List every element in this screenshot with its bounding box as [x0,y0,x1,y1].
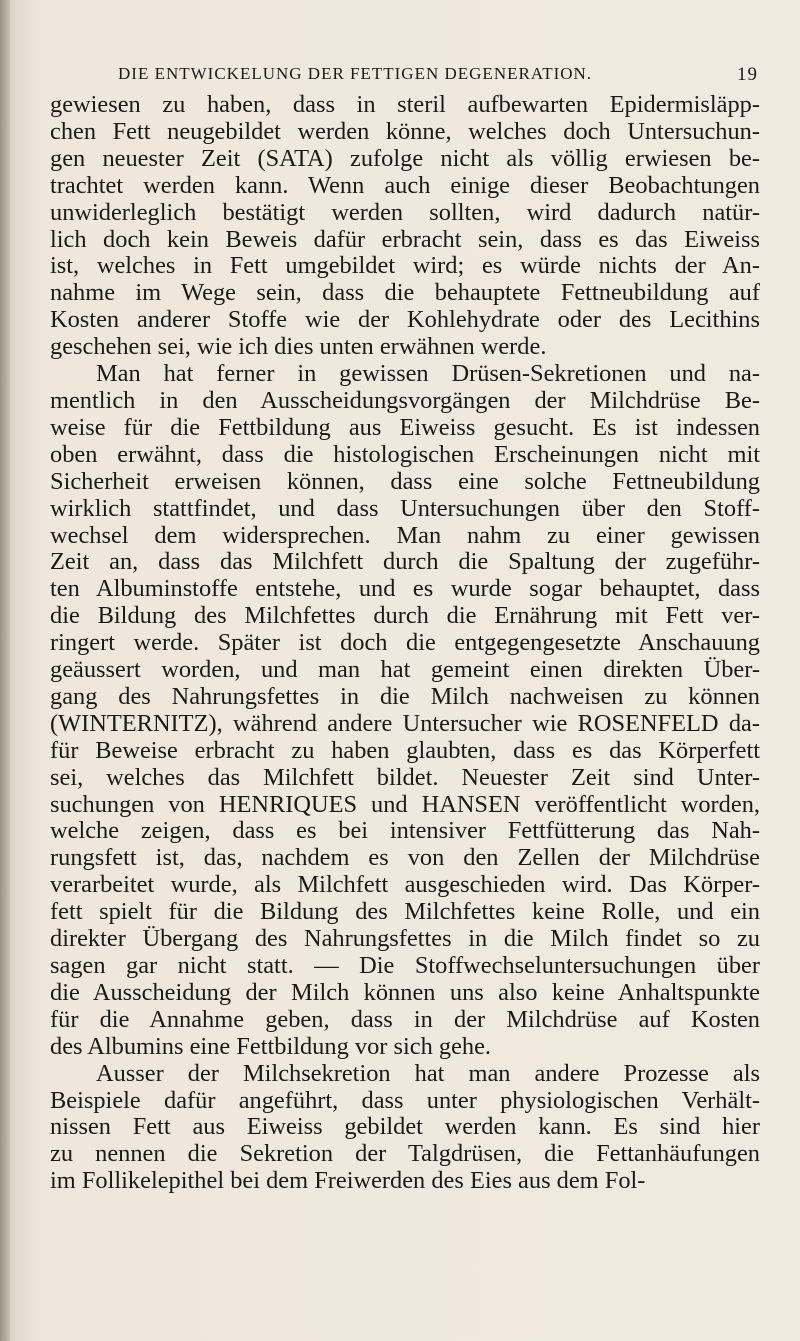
text-line: ringert werde. Später ist doch die entgegengesetzte Anschauung [50,629,760,657]
text-line: zu nennen die Sekretion der Talgdrüsen, die Fettanhäufungen [50,1140,760,1168]
text-line: Ausser der Milchsekretion hat man andere Prozesse als [96,1059,760,1087]
text-line: Man hat ferner in gewissen Drüsen-Sekretionen und na- [96,360,760,388]
text-line: im Follikelepithel bei dem Freiwerden des Eies aus dem Fol- [50,1167,646,1195]
text-line: verarbeitet wurde, als Milchfett ausgeschieden wird. Das Körper- [50,871,760,899]
text-line: trachtet werden kann. Wenn auch einige dieser Beobachtungen [50,171,760,199]
text-line: gang des Nahrungsfettes in die Milch nachweisen zu können [50,682,760,710]
text-line: nahme im Wege sein, dass die behauptete Fettneubildung auf [50,279,760,307]
text-line: sei, welches das Milchfett bildet. Neuester Zeit sind Unter- [50,763,760,791]
text-line: gewiesen zu haben, dass in steril aufbewarten Epidermisläpp- [50,91,760,118]
text-line: direkter Übergang des Nahrungsfettes in die Milch findet so zu [50,925,760,953]
text-line: ten Albuminstoffe entstehe, und es wurde sogar behauptet, dass [50,575,760,603]
text-line: sagen gar nicht statt. — Die Stoffwechseluntersuchungen über [50,952,760,979]
text-line: rungsfett ist, das, nachdem es von den Zellen der Milchdrüse [50,844,760,872]
text-line: Beispiele dafür angeführt, dass unter physiologischen Verhält- [50,1086,760,1114]
text-line: unwiderleglich bestätigt werden sollten, wird dadurch natür- [50,198,760,226]
text-line: mentlich in den Ausscheidungsvorgängen der Milchdrüse Be- [50,386,760,414]
page-binding-edge [0,0,10,1341]
text-line: die Bildung des Milchfettes durch die Ernährung mit Fett ver- [50,602,760,630]
text-line: Sicherheit erweisen können, dass eine solche Fettneubildung [50,467,760,495]
text-line: die Ausscheidung der Milch können uns also keine Anhaltspunkte [50,978,760,1006]
text-line: suchungen von HENRIQUES und HANSEN veröffentlicht worden, [50,790,760,818]
text-line: für Beweise erbracht zu haben glaubten, dass es das Körperfett [50,736,760,764]
text-line: weise für die Fettbildung aus Eiweiss gesucht. Es ist indessen [50,413,760,441]
text-line: chen Fett neugebildet werden könne, welches doch Untersuchun- [50,117,760,145]
text-line: nissen Fett aus Eiweiss gebildet werden kann. Es sind hier [50,1113,760,1141]
text-line: Zeit an, dass das Milchfett durch die Spaltung der zugeführ- [50,548,760,576]
text-line: geschehen sei, wie ich dies unten erwähnen werde. [50,333,547,361]
text-line: geäussert worden, und man hat gemeint einen direkten Über- [50,656,760,684]
paragraph-1 [50,92,760,361]
text-line: (WINTERNITZ), während andere Untersucher wie ROSENFELD da- [50,709,760,737]
running-head [118,64,758,88]
text-line: ist, welches in Fett umgebildet wird; es würde nichts der An- [50,252,760,280]
text-line: Kosten anderer Stoffe wie der Kohlehydrate oder des Lecithins [50,306,760,334]
text-line: oben erwähnt, dass die histologischen Erscheinungen nicht mit [50,440,760,468]
text-line: fett spielt für die Bildung des Milchfettes keine Rolle, und ein [50,898,760,926]
text-line: wechsel dem widersprechen. Man nahm zu einer gewissen [50,521,760,549]
paragraph-3 [50,1061,760,1196]
body-text [50,92,760,1195]
text-line: für die Annahme geben, dass in der Milchdrüse auf Kosten [50,1005,760,1033]
text-line: wirklich stattfindet, und dass Untersuchungen über den Stoff- [50,494,760,522]
running-head-title: DIE ENTWICKELUNG DER FETTIGEN DEGENERATION. [118,64,593,83]
text-line: gen neuester Zeit (SATA) zufolge nicht als völlig erwiesen be- [50,144,760,172]
text-line: des Albumins eine Fettbildung vor sich gehe. [50,1032,492,1060]
text-line: lich doch kein Beweis dafür erbracht sein, dass es das Eiweiss [50,225,760,253]
paragraph-2 [50,361,760,1061]
page-number: 19 [737,64,758,85]
text-line: welche zeigen, dass es bei intensiver Fettfütterung das Nah- [50,817,760,845]
